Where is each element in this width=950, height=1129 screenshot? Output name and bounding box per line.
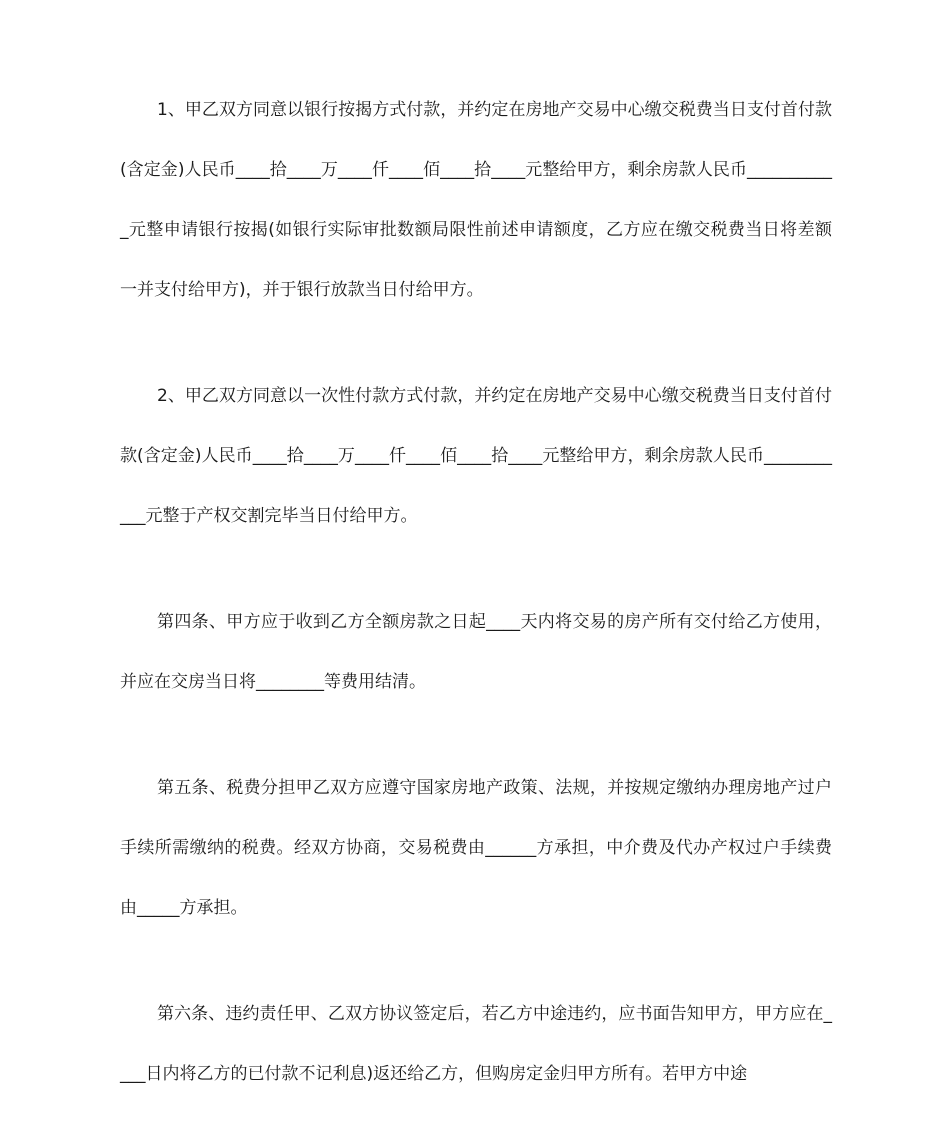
- document-body: [120, 80, 832, 1104]
- paragraph-article-6: 第六条、违约责任甲、乙双方协议签定后，若乙方中途违约，应书面告知甲方，甲方应在____日内将乙方的已付款不记利息)返还给乙方，但购房定金归甲方所有。若甲方中途: [120, 1004, 832, 1084]
- paragraph-payment-lump-sum: 2、甲乙双方同意以一次性付款方式付款，并约定在房地产交易中心缴交税费当日支付首付款(含定金)人民币____拾____万____仟____佰____拾____元整给甲方，剩余房款人民币___________元整于产权交割完毕当日付给甲方。: [120, 386, 832, 526]
- paragraph-payment-mortgage: 1、甲乙双方同意以银行按揭方式付款，并约定在房地产交易中心缴交税费当日支付首付款(含定金)人民币____拾____万____仟____佰____拾____元整给甲方，剩余房款人民币___________元整申请银行按揭(如银行实际审批数额局限性前述申请额度，乙方应在缴交税费当日将差额一并支付给甲方)，并于银行放款当日付给甲方。: [120, 100, 832, 300]
- paragraph-article-5: 第五条、税费分担甲乙双方应遵守国家房地产政策、法规，并按规定缴纳办理房地产过户手续所需缴纳的税费。经双方协商，交易税费由______方承担，中介费及代办产权过户手续费由_____方承担。: [120, 778, 832, 918]
- paragraph-article-4: 第四条、甲方应于收到乙方全额房款之日起____天内将交易的房产所有交付给乙方使用，并应在交房当日将________等费用结清。: [120, 612, 832, 692]
